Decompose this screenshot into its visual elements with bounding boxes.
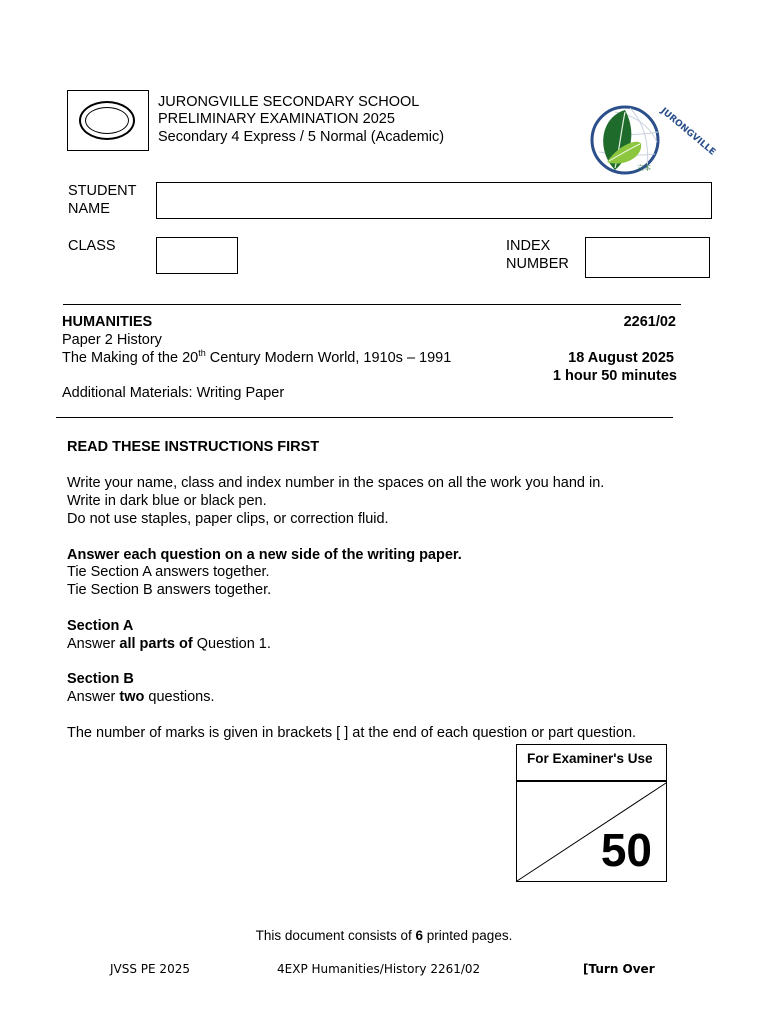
index-number-field[interactable] bbox=[585, 237, 710, 278]
student-name-field[interactable] bbox=[156, 182, 712, 219]
index-label-2: NUMBER bbox=[506, 256, 569, 272]
paper-topic: The Making of the 20th Century Modern World, 1910s – 1991 bbox=[62, 348, 452, 366]
additional-materials: Additional Materials: Writing Paper bbox=[62, 385, 285, 401]
divider-top bbox=[63, 304, 681, 305]
tie-section-a: Tie Section A answers together. bbox=[67, 564, 270, 580]
index-label-1: INDEX bbox=[506, 238, 551, 254]
grade-letter-o bbox=[79, 101, 135, 140]
paper-code: 2261/02 bbox=[623, 314, 676, 330]
exam-date: 18 August 2025 bbox=[568, 350, 674, 366]
class-label: CLASS bbox=[68, 238, 116, 254]
section-b-heading: Section B bbox=[67, 671, 134, 687]
class-field[interactable] bbox=[156, 237, 238, 274]
total-marks: 50 bbox=[600, 824, 652, 876]
instruction-line-3: Do not use staples, paper clips, or correction fluid. bbox=[67, 511, 389, 527]
divider-bottom bbox=[56, 417, 673, 418]
section-a-instruction: Answer all parts of Question 1. bbox=[67, 636, 271, 652]
school-logo bbox=[585, 92, 718, 182]
exam-duration: 1 hour 50 minutes bbox=[552, 368, 677, 384]
paper-title: Paper 2 History bbox=[62, 332, 162, 348]
footer-center: 4EXP Humanities/History 2261/02 bbox=[277, 962, 481, 976]
instruction-line-2: Write in dark blue or black pen. bbox=[67, 493, 267, 509]
examiner-use-box bbox=[516, 744, 667, 882]
grade-box bbox=[67, 90, 149, 151]
examiner-mark-cell bbox=[516, 781, 667, 882]
section-a-heading: Section A bbox=[67, 618, 134, 634]
answer-each-instruction: Answer each question on a new side of the writing paper. bbox=[67, 547, 462, 563]
school-name: JURONGVILLE SECONDARY SCHOOL bbox=[158, 94, 420, 110]
subject: HUMANITIES bbox=[62, 314, 153, 330]
exam-name: PRELIMINARY EXAMINATION 2025 bbox=[158, 111, 395, 127]
logo-motto: 立本 bbox=[637, 164, 651, 172]
logo-text: JURONGVILLE bbox=[658, 106, 718, 158]
pages-note: This document consists of 6 printed pages. bbox=[255, 928, 513, 943]
instructions-heading: READ THESE INSTRUCTIONS FIRST bbox=[67, 439, 320, 455]
marks-note: The number of marks is given in brackets [ ] at the end of each question or part question. bbox=[67, 725, 637, 741]
footer-left: JVSS PE 2025 bbox=[110, 962, 190, 976]
student-name-label-1: STUDENT bbox=[68, 183, 137, 199]
tie-section-b: Tie Section B answers together. bbox=[67, 582, 272, 598]
section-b-instruction: Answer two questions. bbox=[67, 689, 215, 705]
examiner-use-heading: For Examiner's Use bbox=[516, 744, 667, 782]
exam-level: Secondary 4 Express / 5 Normal (Academic) bbox=[158, 129, 445, 145]
instruction-line-1: Write your name, class and index number in the spaces on all the work you hand in. bbox=[67, 475, 605, 491]
turn-over: [Turn Over bbox=[583, 962, 655, 976]
student-name-label-2: NAME bbox=[68, 201, 110, 217]
